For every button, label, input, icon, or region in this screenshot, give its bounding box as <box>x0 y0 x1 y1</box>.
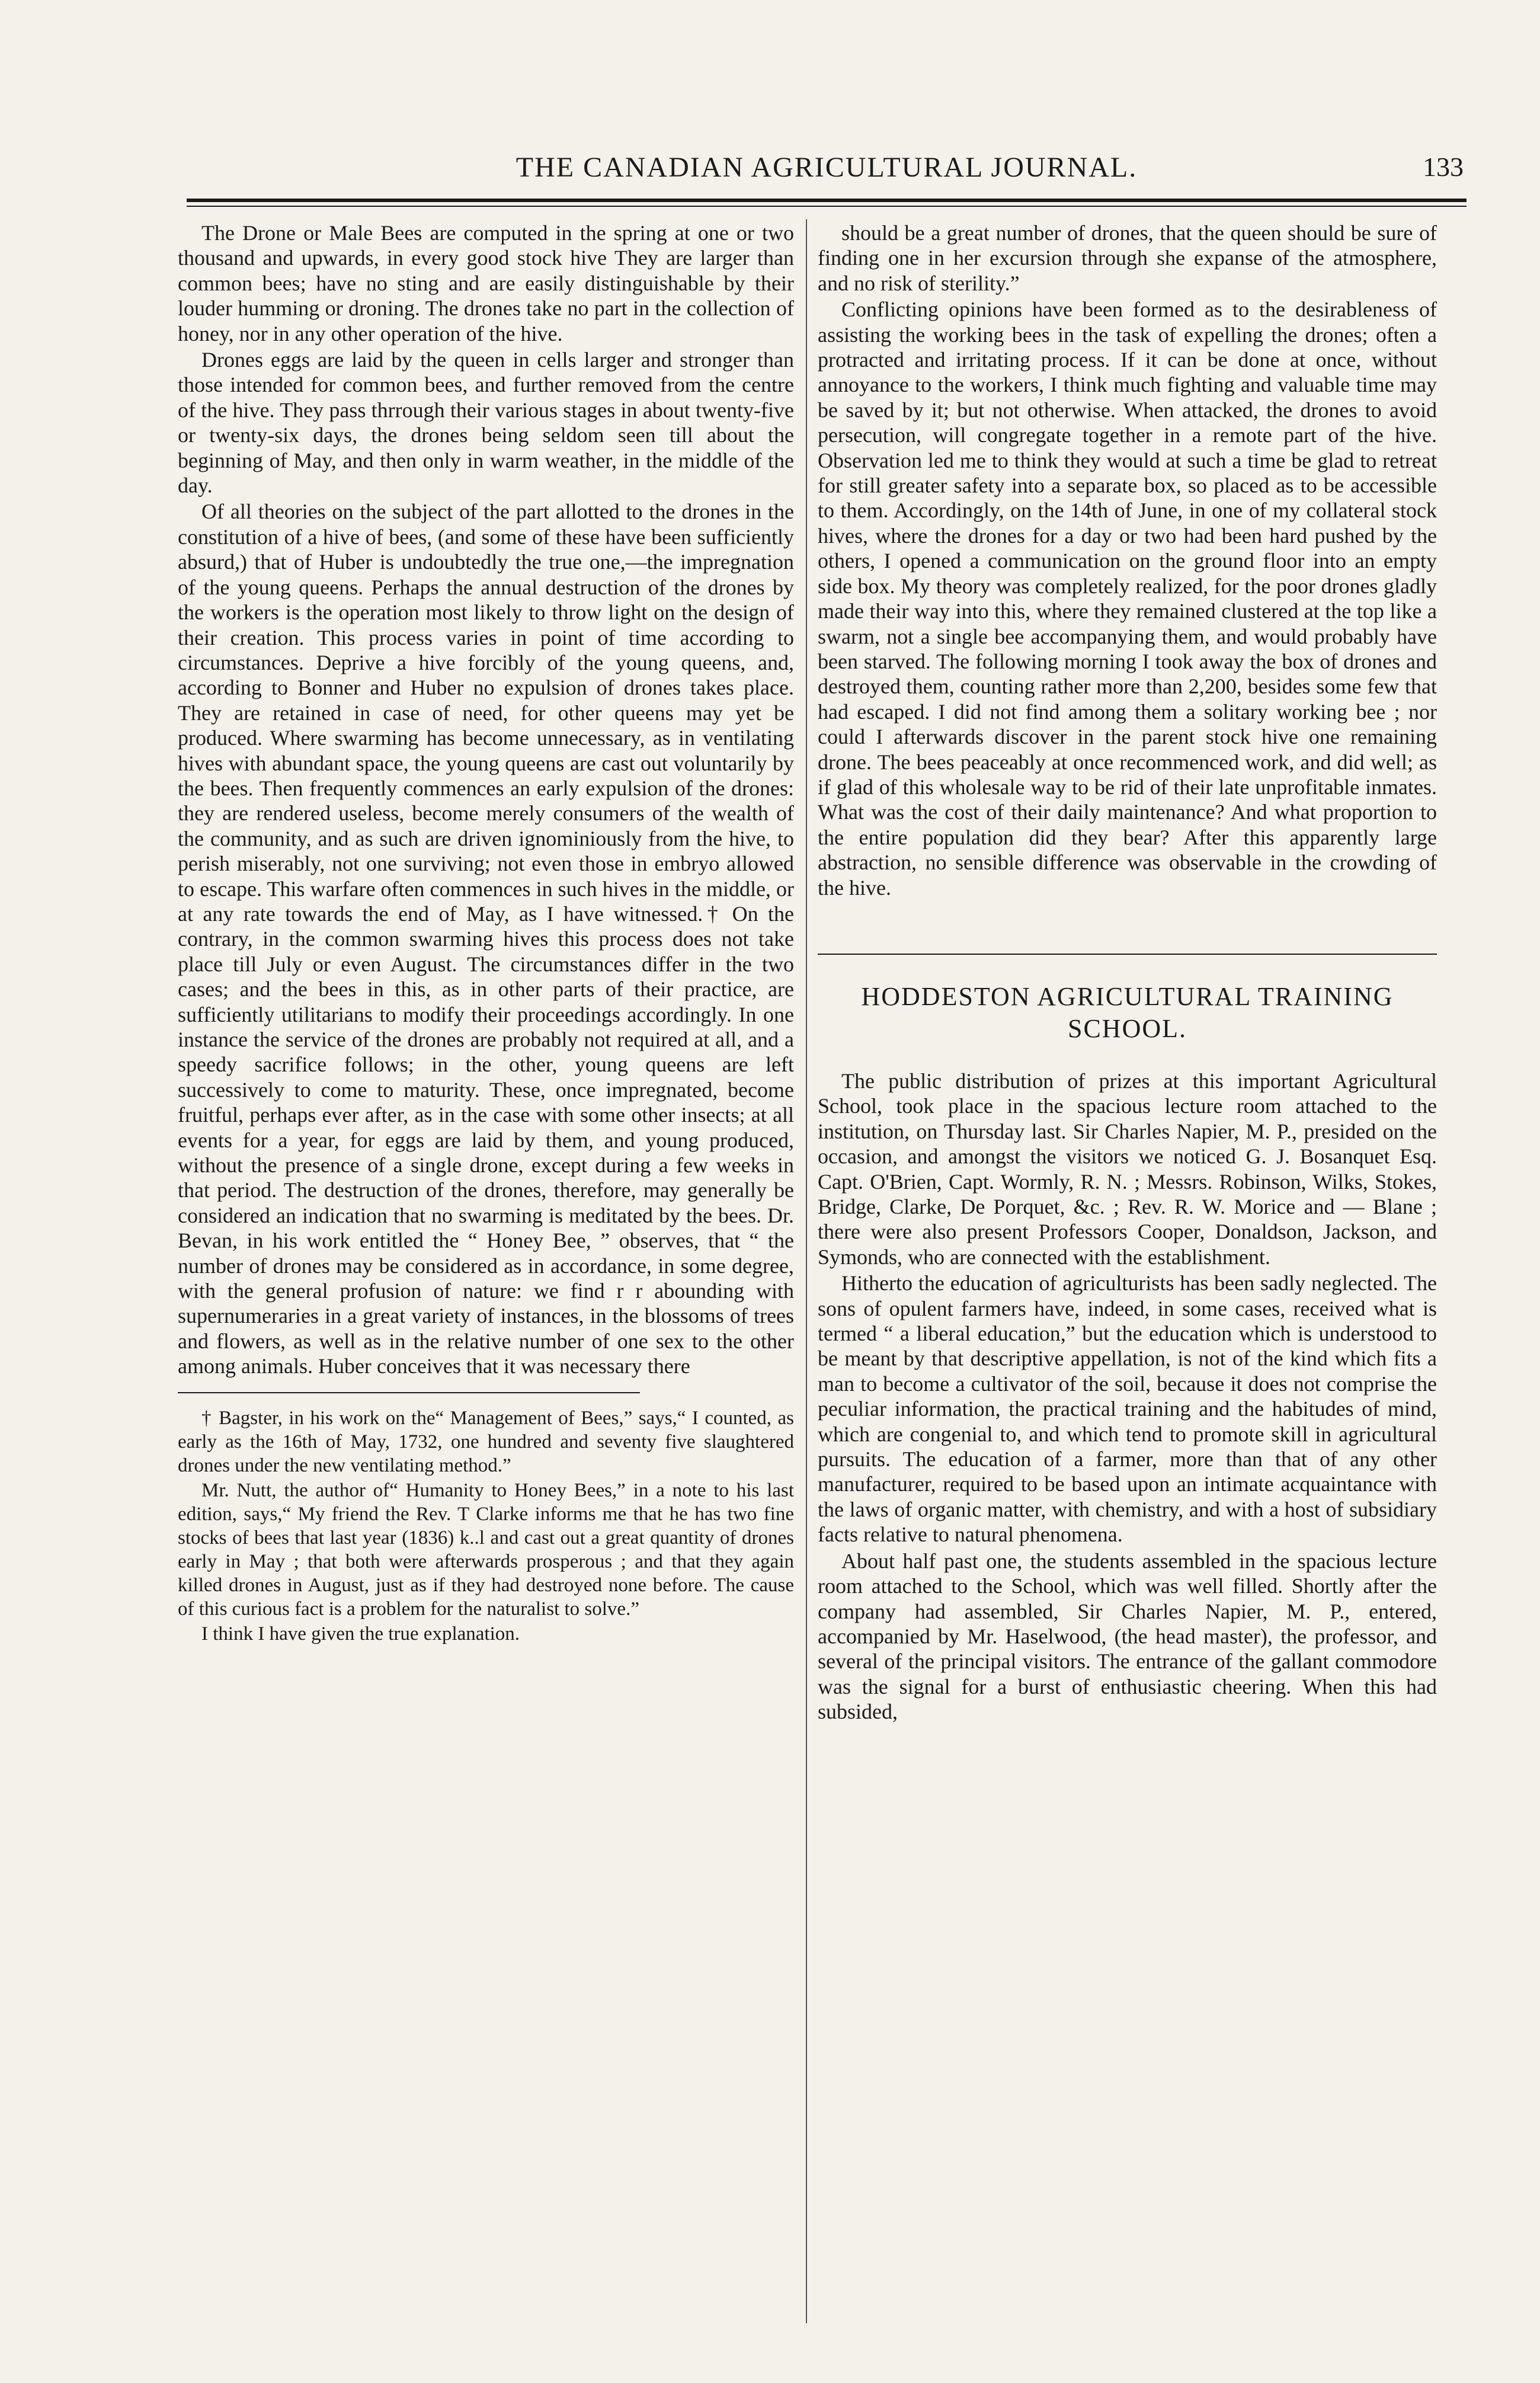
section-rule <box>818 954 1437 955</box>
drone-bees-paragraph-4: Conflicting opinions have been formed as to the desirableness of assisting the working bees in the task of expelling the drones; often a protracted and irritating process. If it can be done at once, without annoyance to the workers, I think much fighting and valuable time may be saved by it; but not otherwise. When attacked, the drones to avoid persecution, will congregate together in a remote part of the hive. Observation led me to think they would at such a time be glad to retreat for still greater safety into a separate box, so placed as to be accessible to them. Accordingly, on the 14th of June, in one of my collateral stock hives, where the drones for a day or two had been hard pushed by the others, I opened a communication on the ground floor into an empty side box. My theory was completely realized, for the poor drones gladly made their way into this, where they remained clustered at the top like a swarm, not a single bee accompanying them, and would probably have been starved. The following morning I took away the box of drones and destroyed them, counting rather more than 2,200, besides some few that had escaped. I did not find among them a solitary working bee ; nor could I afterwards discover in the parent stock hive one remaining drone. The bees peaceably at once recommenced work, and did well; as if glad of this wholesale way to be rid of their late unprofitable inmates. What was the cost of their daily maintenance? And what proportion to the entire population did they bear? After this apparently large abstraction, no sensible difference was observable in the crowding of the hive. <box>818 298 1437 900</box>
drone-bees-continued: should be a great number of drones, that the queen should be sure of finding one in her excursion through she expanse of the atmosphere, and no risk of sterility.” <box>818 221 1437 295</box>
right-column <box>818 220 1437 1725</box>
footnote-bagster: † Bagster, in his work on the“ Management of Bees,” says,“ I counted, as early as the 16th of May, 1732, one hundred and seventy five slaughtered drones under the new ventilating method.” <box>178 1407 794 1476</box>
section-title-line-2: SCHOOL. <box>1067 1013 1187 1043</box>
drone-bees-paragraph-2: Drones eggs are laid by the queen in cells larger and stronger than those intended for common bees, and further removed from the centre of the hive. They pass thrrough their various stages in about twenty-five or twenty-six days, the drones being seldom seen till about the beginning of May, and then only in warm weather, in the middle of the day. <box>178 348 794 498</box>
hoddeston-paragraph-1: The public distribution of prizes at this important Agricultural School, took place in the spacious lecture room attached to the institution, on Thursday last. Sir Charles Napier, M. P., presided on the occasion, and amongst the visitors we noticed G. J. Bosanquet Esq. Capt. O'Brien, Capt. Wormly, R. N. ; Messrs. Robinson, Wilks, Stokes, Bridge, Clarke, De Porquet, &c. ; Rev. R. W. Morice and — Blane ; there were also present Professors Cooper, Donaldson, Jackson, and Symonds, who are connected with the establishment. <box>818 1069 1437 1269</box>
page-number: 133 <box>1423 152 1464 182</box>
footnote-nutt: Mr. Nutt, the author of“ Humanity to Honey Bees,” in a note to his last edition, says,“ My friend the Rev. T Clarke informs me that he has two fine stocks of bees that last year (1836) k..l and cast out a great quantity of drones early in May ; that both were afterwards prosperous ; and that they again killed drones in August, just as if they had destroyed none before. The cause of this curious fact is a problem for the naturalist to solve.” <box>178 1479 794 1620</box>
journal-title: THE CANADIAN AGRICULTURAL JOURNAL. <box>516 152 1138 183</box>
footnote-rule <box>178 1392 640 1393</box>
section-title-line-1: HODDESTON AGRICULTURAL TRAINING <box>861 981 1394 1011</box>
section-title <box>818 981 1437 1045</box>
header-rule-thick <box>187 199 1467 202</box>
footnote-conclusion: I think I have given the true explanation. <box>201 1623 520 1645</box>
header-rule-thin <box>187 206 1467 207</box>
drone-bees-paragraph-1: The Drone or Male Bees are computed in the spring at one or two thousand and upwards, in every good stock hive They are larger than common bees; have no sting and are easily distinguishable by their louder humming or droning. The drones take no part in the collection of honey, nor in any other operation of the hive. <box>178 221 794 346</box>
page-header <box>190 151 1464 193</box>
hoddeston-paragraph-3: About half past one, the students assembled in the spacious lecture room attached to the School, which was well filled. Shortly after the company had assembled, Sir Charles Napier, M. P., entered, accompanied by Mr. Haselwood, (the head master), the professor, and several of the principal visitors. The entrance of the gallant commodore was the signal for a burst of enthusiastic cheering. When this had subsided, <box>818 1549 1437 1724</box>
hoddeston-paragraph-2: Hitherto the education of agriculturists has been sadly neglected. The sons of opulent farmers have, indeed, in some cases, received what is termed “ a liberal education,” but the education which is understood to be meant by that descriptive appellation, is not of the kind which fits a man to become a cultivator of the soil, because it does not comprise the peculiar information, the practical training and the habitudes of mind, which are congenial to, and which tend to promote skill in agricultural pursuits. The education of a farmer, more than that of any other manufacturer, required to be based upon an intimate acquaintance with the laws of organic matter, with chemistry, and with a host of subsidiary facts relative to natural phenomena. <box>818 1271 1437 1547</box>
left-column <box>178 220 794 1646</box>
column-divider <box>806 219 807 2323</box>
drone-bees-paragraph-3: Of all theories on the subject of the part allotted to the drones in the constitution of a hive of bees, (and some of these have been sufficiently absurd,) that of Huber is undoubtedly the true one,—the impregnation of the young queens. Perhaps the annual destruction of the drones by the workers is the operation most likely to throw light on the design of their creation. This process varies in point of time according to circumstances. Deprive a hive forcibly of the young queens, and, according to Bonner and Huber no expulsion of drones takes place. They are retained in case of need, for other queens may yet be produced. Where swarming has become unnecessary, as in ventilating hives with abundant space, the young queens are cast out voluntarily by the bees. Then frequently commences an early expulsion of the drones: they are rendered useless, become merely consumers of the wealth of the community, and as such are driven ignominiously from the hive, to perish miserably, not one surviving; not even those in embryo allowed to escape. This warfare often commences in such hives in the middle, or at any rate towards the end of May, as I have witnessed.† On the contrary, in the common swarming hives this process does not take place till July or even August. The circumstances differ in the two cases; and the bees in this, as in other parts of their practice, are sufficiently utilitarians to modify their proceedings accordingly. In one instance the service of the drones are probably not required at all, and a speedy sacrifice follows; in the other, young queens are left successively to come to maturity. These, once impregnated, become fruitful, perhaps ever after, as in the case with some other insects; at all events for a year, for eggs are laid by them, and young produced, without the presence of a single drone, except during a few weeks in that period. The destruction of the drones, therefore, may generally be considered an indication that no swarming is meditated by the bees. Dr. Bevan, in his work entitled the “ Honey Bee, ” observes, that “ the number of drones may be considered as in accordance, in some degree, with the general profusion of nature: we find r r abounding with supernumeraries in a great variety of instances, in the blossoms of trees and flowers, as well as in the relative number of one sex to the other among animals. Huber conceives that it was necessary there <box>178 500 794 1378</box>
footnotes <box>178 1406 794 1646</box>
